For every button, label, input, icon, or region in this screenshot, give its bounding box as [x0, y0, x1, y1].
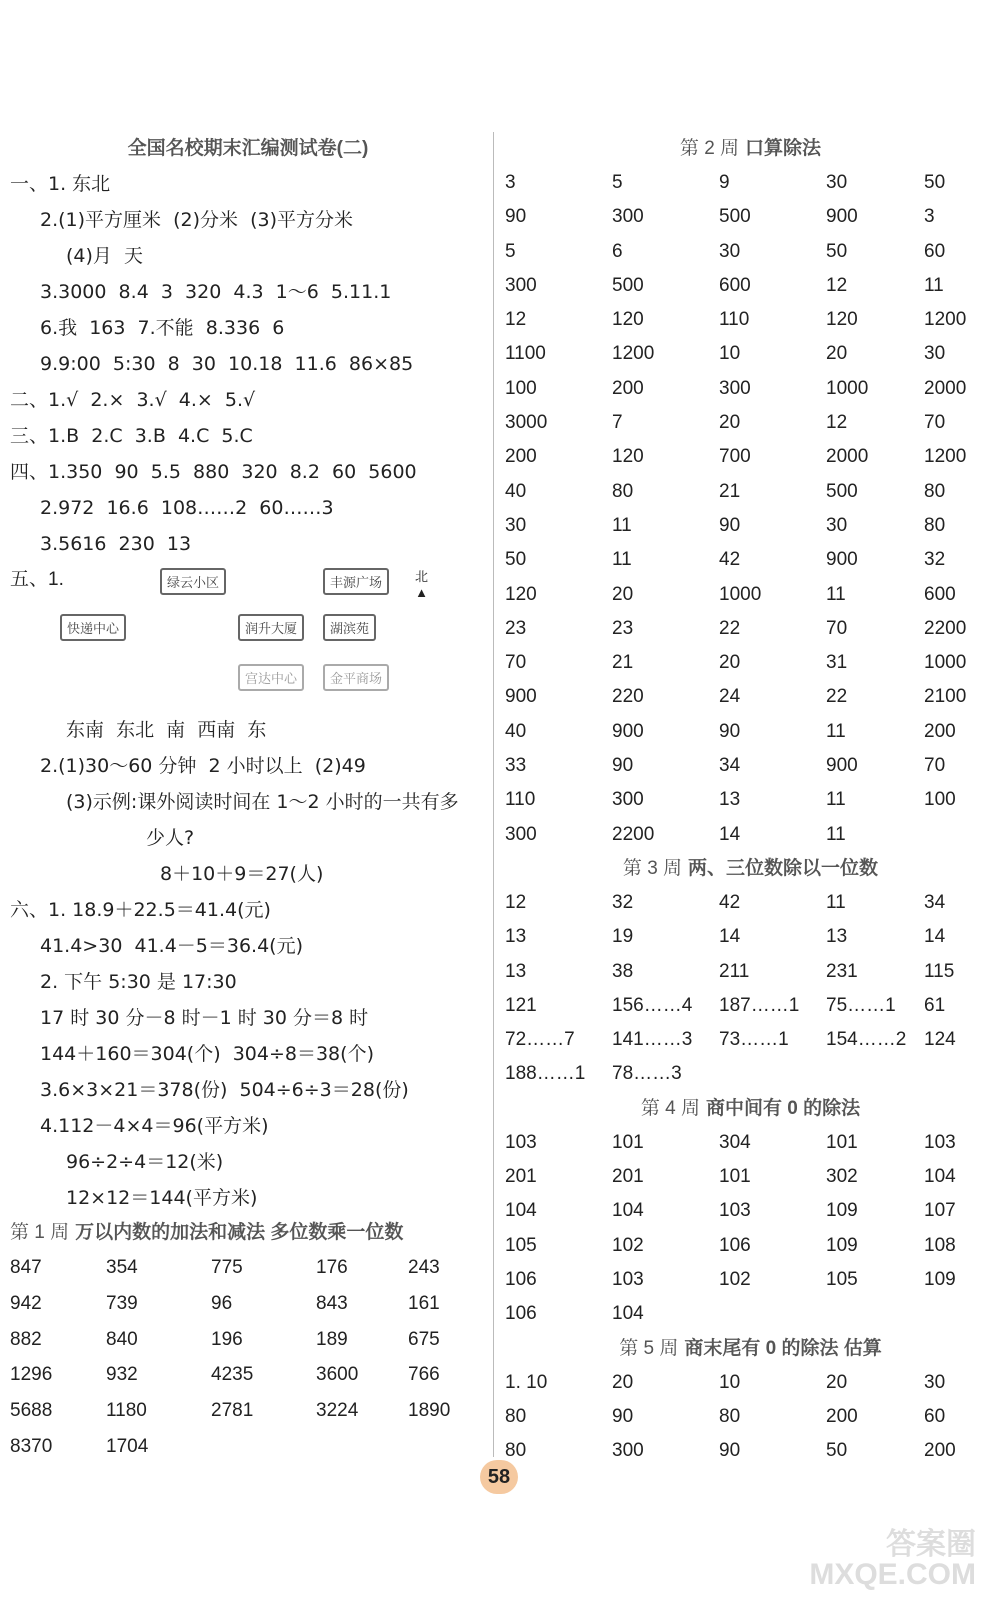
grid-cell: 900	[826, 206, 858, 228]
grid-cell: 675	[408, 1328, 440, 1350]
grid-cell: 120	[612, 309, 644, 331]
grid-cell: 34	[924, 891, 946, 913]
answers-bottom	[10, 712, 486, 1216]
grid-cell: 1200	[924, 446, 967, 468]
map-box: 绿云小区	[160, 568, 226, 595]
answer-line: 3.5616 230 13	[40, 533, 192, 555]
grid-cell: 120	[612, 446, 644, 468]
grid-cell: 10	[719, 1371, 741, 1393]
answer-line: 四、1.350 90 5.5 880 320 8.2 60 5600	[10, 461, 417, 483]
grid-cell: 50	[924, 172, 946, 193]
grid-cell: 80	[924, 514, 946, 536]
grid-cell: 32	[924, 549, 946, 571]
grid-cell	[826, 1057, 924, 1091]
grid-cell: 600	[924, 583, 956, 605]
grid-cell: 500	[826, 480, 858, 502]
grid-cell: 90	[719, 1440, 741, 1462]
grid-cell	[211, 1429, 316, 1465]
grid-cell: 196	[211, 1328, 243, 1350]
grid-cell: 8370	[10, 1435, 53, 1457]
grid-cell: 90	[719, 720, 741, 742]
grid-cell	[826, 1297, 924, 1331]
grid-cell: 14	[924, 926, 946, 948]
grid-cell: 31	[826, 652, 848, 674]
grid-cell: 141……3	[612, 1029, 693, 1051]
grid-cell	[408, 1429, 478, 1465]
grid-cell: 50	[826, 1440, 848, 1462]
grid-cell: 11	[826, 891, 846, 913]
grid-cell: 847	[10, 1257, 42, 1278]
grid-cell: 30	[826, 514, 848, 536]
answer-line: 3.3000 8.4 3 320 4.3 1～6 5.11.1	[40, 281, 392, 303]
grid-cell: 109	[826, 1200, 858, 1222]
grid-cell: 2100	[924, 686, 967, 708]
grid-cell: 176	[316, 1257, 348, 1278]
grid-cell: 13	[505, 960, 527, 982]
grid-cell: 882	[10, 1328, 42, 1350]
grid-cell: 189	[316, 1328, 348, 1350]
grid-cell	[719, 1297, 826, 1331]
grid-cell: 300	[612, 789, 644, 811]
week-2-grid	[505, 166, 990, 852]
grid-cell: 12	[505, 309, 527, 331]
grid-cell: 1000	[719, 583, 762, 605]
grid-cell: 100	[924, 789, 956, 811]
grid-cell: 900	[505, 686, 537, 708]
grid-cell: 105	[505, 1234, 537, 1256]
answer-line: 6.我 163 7.不能 8.336 6	[40, 317, 285, 339]
grid-cell	[924, 818, 990, 852]
grid-cell: 106	[719, 1234, 751, 1256]
grid-cell: 300	[719, 377, 751, 399]
grid-cell: 110	[505, 789, 536, 811]
grid-cell: 103	[505, 1131, 537, 1153]
grid-cell: 70	[924, 755, 946, 777]
grid-cell: 300	[505, 823, 537, 845]
grid-cell: 73……1	[719, 1029, 789, 1051]
grid-cell	[719, 1057, 826, 1091]
grid-cell: 80	[924, 480, 946, 502]
grid-cell: 103	[612, 1268, 644, 1290]
grid-cell: 19	[612, 926, 634, 948]
grid-cell: 104	[612, 1200, 644, 1222]
answers-top	[10, 166, 486, 562]
grid-cell: 14	[719, 926, 741, 948]
week-4-grid	[505, 1126, 990, 1332]
grid-cell: 38	[612, 960, 634, 982]
grid-cell: 30	[924, 1371, 946, 1393]
map-box: 金平商场	[323, 664, 389, 691]
grid-cell: 1100	[505, 343, 546, 365]
grid-cell: 5	[612, 172, 623, 193]
grid-cell: 104	[924, 1166, 956, 1188]
grid-cell: 109	[826, 1234, 858, 1256]
watermark-logo: 答案圈 MXQE.COM	[809, 1528, 976, 1591]
grid-cell: 101	[612, 1131, 644, 1153]
grid-cell: 106	[505, 1303, 537, 1325]
grid-cell: 156……4	[612, 994, 693, 1016]
grid-cell: 7	[612, 412, 623, 434]
grid-cell: 3	[924, 206, 935, 228]
week-5-grid	[505, 1366, 990, 1469]
grid-cell: 11	[612, 514, 632, 536]
map-box: 润升大厦	[238, 614, 304, 641]
grid-cell: 90	[612, 755, 634, 777]
grid-cell: 50	[826, 240, 848, 262]
grid-cell: 154……2	[826, 1029, 907, 1051]
week-1-grid	[10, 1250, 486, 1465]
grid-cell: 90	[505, 206, 527, 228]
grid-cell: 14	[719, 823, 741, 845]
grid-cell: 3	[505, 172, 516, 193]
map-box: 快递中心	[60, 614, 126, 641]
grid-cell: 900	[612, 720, 644, 742]
grid-cell: 187……1	[719, 994, 800, 1016]
grid-cell: 32	[612, 891, 634, 913]
grid-cell: 2200	[612, 823, 655, 845]
grid-cell: 1704	[106, 1435, 149, 1457]
answer-line: 二、1.√ 2.× 3.√ 4.× 5.√	[10, 389, 256, 411]
grid-cell: 30	[826, 172, 848, 193]
answer-line: 2.972 16.6 108……2 60……3	[40, 497, 334, 519]
grid-cell	[924, 1057, 990, 1091]
week-3-heading: 第 3 周 两、三位数除以一位数	[622, 857, 879, 879]
grid-cell: 22	[826, 686, 848, 708]
week-3-grid	[505, 886, 990, 1092]
grid-cell: 500	[612, 274, 644, 296]
grid-cell: 13	[826, 926, 848, 948]
answer-line: 2. 下午 5:30 是 17:30	[40, 971, 237, 993]
grid-cell: 96	[211, 1292, 233, 1314]
grid-cell: 11	[826, 583, 846, 605]
grid-cell: 23	[612, 617, 634, 639]
grid-cell: 1. 10	[505, 1371, 548, 1393]
grid-cell: 200	[612, 377, 644, 399]
grid-cell: 11	[924, 274, 944, 296]
left-column	[10, 132, 486, 1465]
grid-cell: 124	[924, 1029, 956, 1051]
grid-cell: 5688	[10, 1400, 53, 1422]
grid-cell: 188……1	[505, 1063, 586, 1085]
grid-cell: 90	[719, 514, 741, 536]
answer-line: 东南 东北 南 西南 东	[66, 719, 267, 741]
grid-cell: 2200	[924, 617, 967, 639]
answer-line: 2.(1)平方厘米 (2)分米 (3)平方分米	[40, 209, 354, 231]
grid-cell: 1200	[612, 343, 655, 365]
grid-cell: 109	[924, 1268, 956, 1290]
grid-cell: 302	[826, 1166, 858, 1188]
grid-cell: 200	[924, 720, 956, 742]
answer-line: 少人?	[146, 827, 195, 849]
answer-line: 3.6×3×21＝378(份) 504÷6÷3＝28(份)	[40, 1079, 409, 1101]
grid-cell: 3224	[316, 1400, 359, 1422]
grid-cell: 1000	[826, 377, 869, 399]
grid-cell: 80	[719, 1405, 741, 1427]
grid-cell: 121	[505, 994, 537, 1016]
answer-line: 41.4>30 41.4－5＝36.4(元)	[40, 935, 304, 957]
grid-cell: 243	[408, 1257, 440, 1278]
map-question-label: 五、1.	[10, 569, 64, 590]
grid-cell: 108	[924, 1234, 956, 1256]
grid-cell: 3000	[505, 412, 548, 434]
grid-cell: 42	[719, 549, 741, 571]
column-divider	[493, 132, 494, 1457]
grid-cell: 600	[719, 274, 751, 296]
grid-cell: 30	[719, 240, 741, 262]
grid-cell: 101	[719, 1166, 751, 1188]
grid-cell: 90	[612, 1405, 634, 1427]
grid-cell: 60	[924, 1405, 946, 1427]
map-box: 湖滨苑	[323, 614, 376, 641]
test-title: 全国名校期末汇编测试卷(二)	[127, 138, 369, 159]
grid-cell: 21	[719, 480, 741, 502]
grid-cell: 120	[505, 583, 537, 605]
grid-cell: 9	[719, 172, 730, 193]
grid-cell: 104	[505, 1200, 537, 1222]
grid-cell: 200	[505, 446, 537, 468]
grid-cell: 24	[719, 686, 741, 708]
grid-cell	[924, 1297, 990, 1331]
grid-cell: 1000	[924, 652, 967, 674]
page-number: 58	[480, 1460, 518, 1494]
week-2-heading: 第 2 周 口算除法	[679, 138, 822, 159]
grid-cell: 20	[826, 343, 848, 365]
grid-cell: 80	[612, 480, 634, 502]
grid-cell: 300	[505, 274, 537, 296]
grid-cell: 3600	[316, 1364, 359, 1386]
grid-cell: 30	[924, 343, 946, 365]
answer-line: (4)月 天	[66, 245, 143, 267]
grid-cell: 70	[505, 652, 527, 674]
grid-cell: 103	[924, 1131, 956, 1153]
week-4-heading: 第 4 周 商中间有 0 的除法	[640, 1097, 861, 1119]
grid-cell: 766	[408, 1364, 440, 1386]
grid-cell: 42	[719, 891, 741, 913]
grid-cell: 107	[924, 1200, 956, 1222]
answer-line: 8＋10＋9＝27(人)	[160, 863, 324, 885]
answer-line: 12×12＝144(平方米)	[66, 1187, 258, 1209]
grid-cell: 200	[924, 1440, 956, 1462]
grid-cell: 13	[719, 789, 741, 811]
grid-cell: 20	[826, 1371, 848, 1393]
answer-line: 96÷2÷4＝12(米)	[66, 1151, 224, 1173]
grid-cell: 201	[612, 1166, 644, 1188]
answer-line: 六、1. 18.9＋22.5＝41.4(元)	[10, 899, 271, 921]
grid-cell: 80	[505, 1405, 527, 1427]
grid-cell: 775	[211, 1257, 243, 1278]
grid-cell: 102	[719, 1268, 751, 1290]
grid-cell: 20	[719, 652, 741, 674]
grid-cell: 2000	[826, 446, 869, 468]
grid-cell: 20	[612, 583, 634, 605]
grid-cell: 60	[924, 240, 946, 262]
grid-cell: 20	[719, 412, 741, 434]
grid-cell: 843	[316, 1292, 348, 1314]
grid-cell: 11	[612, 549, 632, 571]
grid-cell: 900	[826, 755, 858, 777]
grid-cell: 300	[612, 1440, 644, 1462]
week-1-heading: 第 1 周 万以内数的加法和减法 多位数乘一位数	[10, 1222, 404, 1243]
grid-cell: 932	[106, 1364, 138, 1386]
grid-cell: 106	[505, 1268, 537, 1290]
grid-cell: 33	[505, 755, 527, 777]
answer-line: 2.(1)30～60 分钟 2 小时以上 (2)49	[40, 755, 366, 777]
grid-cell: 102	[612, 1234, 644, 1256]
grid-cell: 304	[719, 1131, 751, 1153]
grid-cell: 12	[826, 412, 848, 434]
grid-cell: 75……1	[826, 994, 896, 1016]
grid-cell: 110	[719, 309, 750, 331]
grid-cell: 40	[505, 480, 527, 502]
grid-cell: 700	[719, 446, 751, 468]
grid-cell: 211	[719, 960, 750, 982]
week-5-heading: 第 5 周 商末尾有 0 的除法 估算	[619, 1337, 882, 1359]
grid-cell: 2000	[924, 377, 967, 399]
answer-line: (3)示例:课外阅读时间在 1～2 小时的一共有多	[66, 791, 459, 813]
grid-cell: 72……7	[505, 1029, 575, 1051]
grid-cell: 12	[826, 274, 848, 296]
answer-line: 4.112－4×4＝96(平方米)	[40, 1115, 269, 1137]
map-box: 宫达中心	[238, 664, 304, 691]
grid-cell: 1296	[10, 1364, 53, 1386]
grid-cell: 6	[612, 240, 623, 262]
grid-cell: 105	[826, 1268, 858, 1290]
north-arrow-icon: 北 ▲	[415, 569, 429, 600]
grid-cell: 80	[505, 1440, 527, 1462]
grid-cell: 120	[826, 309, 858, 331]
grid-cell: 300	[612, 206, 644, 228]
right-column	[505, 132, 990, 1468]
grid-cell: 500	[719, 206, 751, 228]
map-figure	[10, 562, 486, 712]
grid-cell: 12	[505, 891, 527, 913]
grid-cell: 50	[505, 549, 527, 571]
grid-cell: 10	[719, 343, 741, 365]
answer-line: 17 时 30 分－8 时－1 时 30 分＝8 时	[40, 1007, 369, 1029]
answer-line: 三、1.B 2.C 3.B 4.C 5.C	[10, 425, 253, 447]
answer-line: 9.9:00 5:30 8 30 10.18 11.6 86×85	[40, 353, 414, 375]
grid-cell: 78……3	[612, 1063, 682, 1085]
grid-cell: 161	[408, 1292, 440, 1314]
grid-cell: 100	[505, 377, 537, 399]
grid-cell: 231	[826, 960, 858, 982]
grid-cell: 30	[505, 514, 527, 536]
grid-cell: 2781	[211, 1400, 254, 1422]
answer-line: 144＋160＝304(个) 304÷8＝38(个)	[40, 1043, 374, 1065]
grid-cell: 101	[826, 1131, 858, 1153]
answer-line: 一、1. 东北	[10, 173, 111, 195]
grid-cell: 1200	[924, 309, 967, 331]
grid-cell: 70	[826, 617, 848, 639]
grid-cell: 220	[612, 686, 644, 708]
grid-cell: 1180	[106, 1400, 147, 1422]
grid-cell: 11	[826, 720, 846, 742]
grid-cell: 103	[719, 1200, 751, 1222]
grid-cell: 21	[612, 652, 634, 674]
grid-cell: 4235	[211, 1364, 254, 1386]
grid-cell: 40	[505, 720, 527, 742]
grid-cell: 23	[505, 617, 527, 639]
grid-cell: 840	[106, 1328, 138, 1350]
grid-cell: 200	[826, 1405, 858, 1427]
grid-cell: 104	[612, 1303, 644, 1325]
map-box: 丰源广场	[323, 568, 389, 595]
grid-cell: 201	[505, 1166, 537, 1188]
grid-cell: 739	[106, 1292, 138, 1314]
grid-cell	[316, 1429, 408, 1465]
grid-cell: 11	[826, 823, 846, 845]
grid-cell: 1890	[408, 1400, 451, 1422]
grid-cell: 942	[10, 1292, 42, 1314]
grid-cell: 34	[719, 755, 741, 777]
grid-cell: 11	[826, 789, 846, 811]
grid-cell: 61	[924, 994, 946, 1016]
grid-cell: 900	[826, 549, 858, 571]
grid-cell: 115	[924, 960, 955, 982]
grid-cell: 20	[612, 1371, 634, 1393]
grid-cell: 22	[719, 617, 741, 639]
grid-cell: 70	[924, 412, 946, 434]
grid-cell: 5	[505, 240, 516, 262]
grid-cell: 13	[505, 926, 527, 948]
grid-cell: 354	[106, 1257, 138, 1278]
